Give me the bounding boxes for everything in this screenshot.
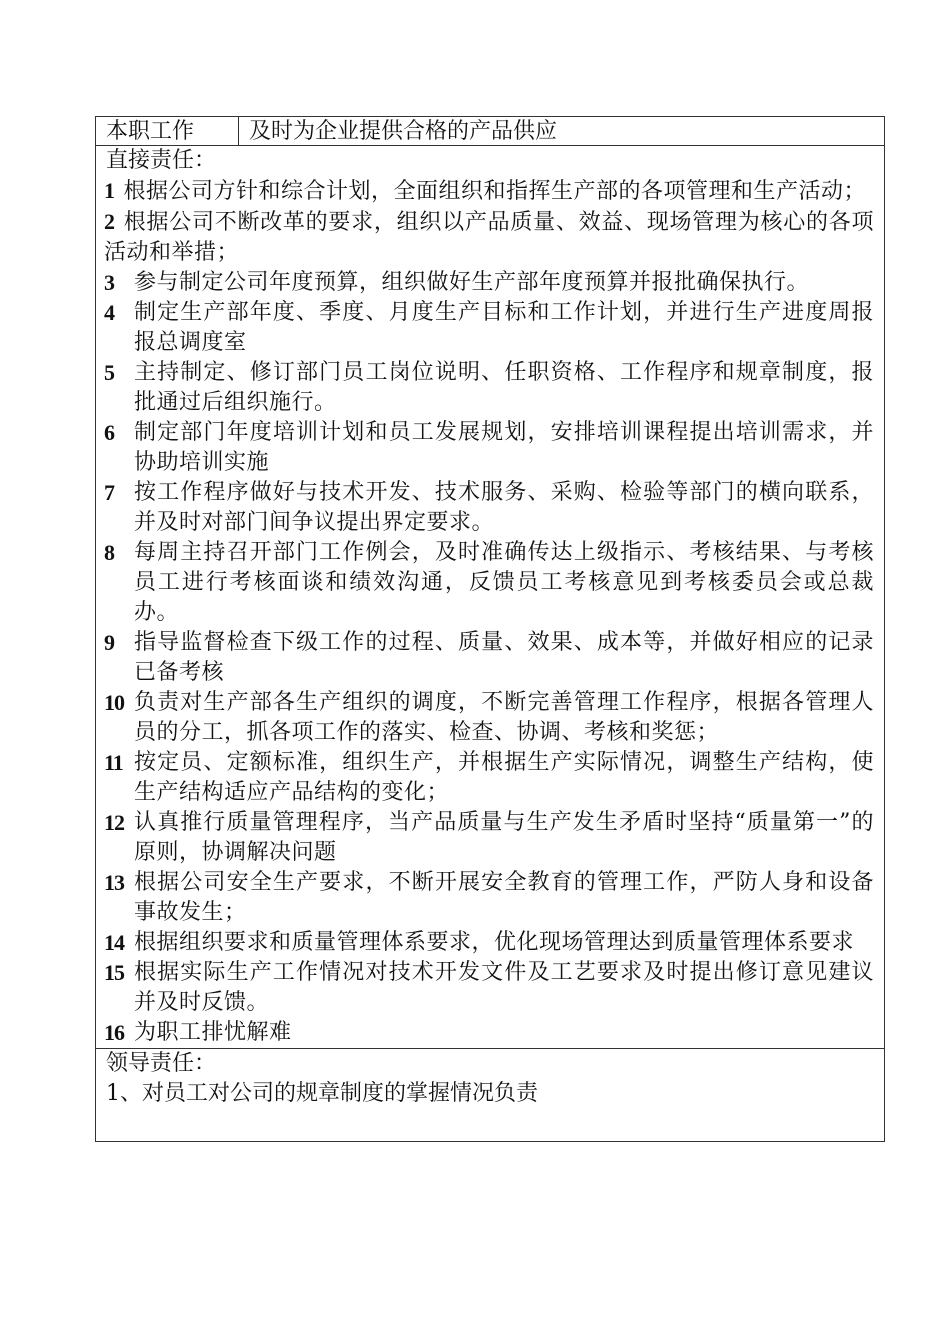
item-text: 按定员、定额标准，组织生产，并根据生产实际情况，调整生产结构，使生产结构适应产品结构的变化； bbox=[134, 750, 874, 805]
list-item bbox=[104, 478, 874, 538]
list-item bbox=[104, 928, 874, 958]
item-number: 6 bbox=[104, 420, 114, 445]
item-number: 1 bbox=[104, 178, 116, 203]
list-item bbox=[104, 1018, 874, 1048]
item-text: 根据实际生产工作情况对技术开发文件及工艺要求及时提出修订意见建议并及时反馈。 bbox=[134, 960, 874, 1015]
item-text: 指导监督检查下级工作的过程、质量、效果、成本等，并做好相应的记录已备考核 bbox=[134, 630, 874, 685]
direct-responsibility-section bbox=[96, 146, 884, 1049]
item-number: 15 bbox=[104, 960, 124, 985]
item-number: 16 bbox=[104, 1020, 124, 1045]
list-item bbox=[104, 808, 874, 868]
list-item bbox=[104, 176, 874, 207]
item-number: 12 bbox=[104, 810, 124, 835]
list-item bbox=[104, 868, 874, 928]
item-number: 10 bbox=[104, 690, 124, 715]
item-text: 每周主持召开部门工作例会，及时准确传达上级指示、考核结果、与考核员工进行考核面谈和绩效沟通，反馈员工考核意见到考核委员会或总裁办。 bbox=[134, 540, 874, 625]
direct-responsibility-title: 直接责任： bbox=[106, 148, 217, 173]
list-item bbox=[104, 207, 874, 268]
item-text: 按工作程序做好与技术开发、技术服务、采购、检验等部门的横向联系，并及时对部门间争议提出界定要求。 bbox=[134, 480, 874, 535]
item-text: 根据公司安全生产要求，不断开展安全教育的管理工作，严防人身和设备事故发生； bbox=[134, 870, 874, 925]
job-summary-row bbox=[96, 117, 884, 146]
item-number: 8 bbox=[104, 540, 114, 565]
item-text: 制定生产部年度、季度、月度生产目标和工作计划，并进行生产进度周报报总调度室 bbox=[134, 300, 874, 355]
item-number: 3 bbox=[104, 270, 114, 295]
list-item bbox=[104, 628, 874, 688]
list-item bbox=[104, 418, 874, 478]
item-text: 制定部门年度培训计划和员工发展规划，安排培训课程提出培训需求，并协助培训实施 bbox=[134, 420, 874, 475]
item-number: 14 bbox=[104, 930, 124, 955]
item-number: 11 bbox=[104, 750, 123, 775]
item-text: 根据公司不断改革的要求，组织以产品质量、效益、现场管理为核心的各项活动和举措； bbox=[104, 210, 874, 265]
responsibility-table bbox=[95, 116, 885, 1142]
list-item: 1、对员工对公司的规章制度的掌握情况负责 bbox=[106, 1081, 538, 1106]
list-item bbox=[104, 688, 874, 748]
list-item bbox=[104, 268, 874, 298]
list-item bbox=[104, 358, 874, 418]
leadership-responsibility-title: 领导责任： bbox=[106, 1051, 217, 1076]
item-text: 参与制定公司年度预算，组织做好生产部年度预算并报批确保执行。 bbox=[134, 270, 810, 295]
item-text: 主持制定、修订部门员工岗位说明、任职资格、工作程序和规章制度，报批通过后组织施行。 bbox=[134, 360, 874, 415]
leadership-responsibility-section bbox=[96, 1049, 884, 1141]
list-item bbox=[104, 538, 874, 628]
job-value: 及时为企业提供合格的产品供应 bbox=[249, 119, 558, 144]
list-item bbox=[104, 958, 874, 1018]
item-text: 负责对生产部各生产组织的调度，不断完善管理工作程序，根据各管理人员的分工，抓各项工作的落实、检查、协调、考核和奖惩； bbox=[134, 690, 874, 745]
item-number: 2 bbox=[104, 209, 116, 234]
item-number: 4 bbox=[104, 300, 114, 325]
item-number: 7 bbox=[104, 480, 114, 505]
item-number: 5 bbox=[104, 360, 114, 385]
list-item bbox=[104, 298, 874, 358]
item-text: 为职工排忧解难 bbox=[134, 1020, 292, 1045]
item-text: 根据公司方针和综合计划，全面组织和指挥生产部的各项管理和生产活动； bbox=[123, 179, 867, 204]
item-text: 认真推行质量管理程序，当产品质量与生产发生矛盾时坚持“质量第一”的原则，协调解决问题 bbox=[134, 810, 874, 865]
item-text: 根据组织要求和质量管理体系要求，优化现场管理达到质量管理体系要求 bbox=[134, 930, 855, 955]
item-number: 13 bbox=[104, 870, 124, 895]
list-item bbox=[104, 748, 874, 808]
item-number: 9 bbox=[104, 630, 114, 655]
job-label: 本职工作 bbox=[96, 117, 239, 145]
